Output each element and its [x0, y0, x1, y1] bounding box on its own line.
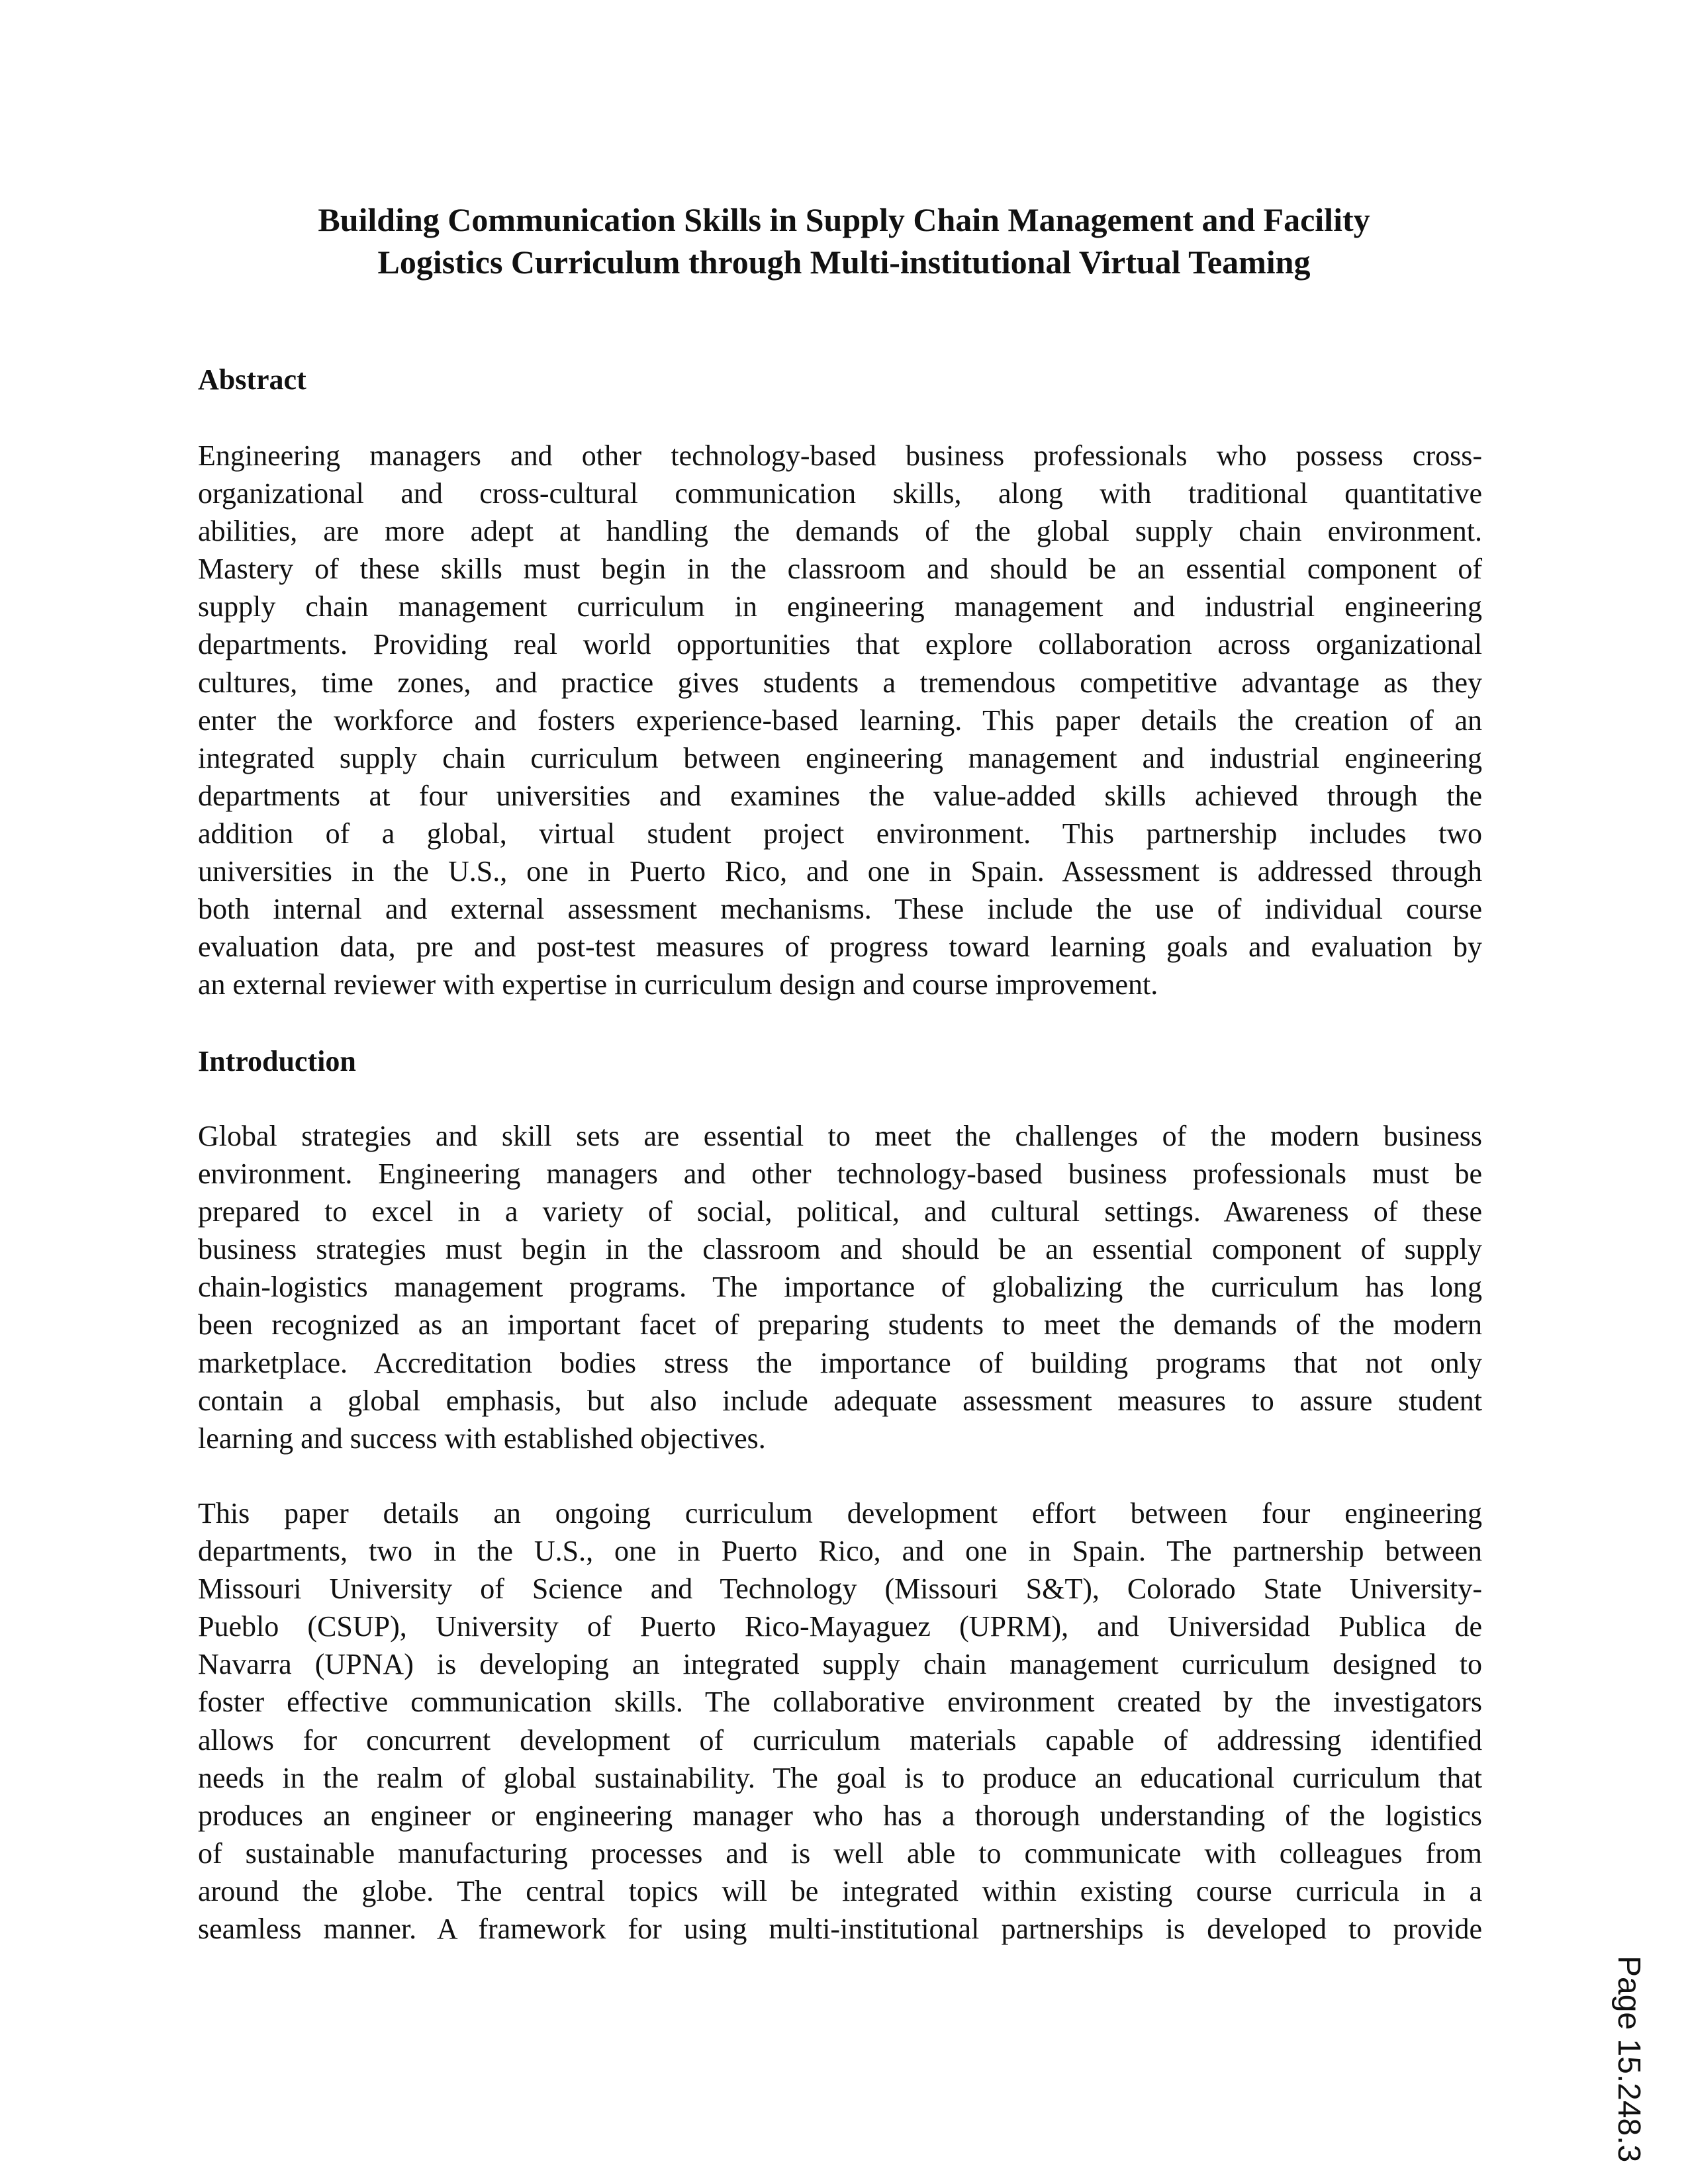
text-line: Navarra (UPNA) is developing an integrated supply chain management curriculum designed to — [198, 1648, 1482, 1681]
text-line: contain a global emphasis, but also include adequate assessment measures to assure student — [198, 1384, 1482, 1417]
text-line: Missouri University of Science and Technology (Missouri S&T), Colorado State University- — [198, 1572, 1482, 1606]
text-line: business strategies must begin in the classroom and should be an essential component of supply — [198, 1233, 1482, 1266]
paper-title-line: Logistics Curriculum through Multi-institutional Virtual Teaming — [377, 244, 1311, 281]
text-line: around the globe. The central topics will be integrated within existing course curricula in a — [198, 1874, 1482, 1907]
text-line: foster effective communication skills. The collaborative environment created by the investigators — [198, 1686, 1482, 1719]
abstract-heading: Abstract — [198, 363, 306, 396]
paper-title — [199, 199, 1489, 283]
text-line: abilities, are more adept at handling the demands of the global supply chain environment. — [198, 515, 1482, 548]
text-line: seamless manner. A framework for using multi-institutional partnerships is developed to provide — [198, 1913, 1482, 1946]
text-line: environment. Engineering managers and other technology-based business professionals must be — [198, 1158, 1482, 1191]
text-line: organizational and cross-cultural communication skills, along with traditional quantitative — [198, 477, 1482, 510]
text-line: Pueblo (CSUP), University of Puerto Rico-Mayaguez (UPRM), and Universidad Publica de — [198, 1610, 1482, 1643]
text-line: chain-logistics management programs. The importance of globalizing the curriculum has long — [198, 1271, 1482, 1304]
introduction-paragraph-2 — [198, 1494, 1482, 1948]
text-line: universities in the U.S., one in Puerto Rico, and one in Spain. Assessment is addressed through — [198, 855, 1482, 888]
abstract-paragraph — [198, 437, 1482, 1003]
text-line: departments. Providing real world opportunities that explore collaboration across organizational — [198, 628, 1482, 661]
text-line: enter the workforce and fosters experience-based learning. This paper details the creation of an — [198, 704, 1482, 737]
text-line: supply chain management curriculum in engineering management and industrial engineering — [198, 590, 1482, 623]
text-line: learning and success with established objectives. — [198, 1422, 766, 1455]
text-line: evaluation data, pre and post-test measures of progress toward learning goals and evaluation by — [198, 931, 1482, 964]
text-line: of sustainable manufacturing processes and is well able to communicate with colleagues from — [198, 1837, 1482, 1870]
introduction-heading: Introduction — [198, 1045, 356, 1077]
text-line: been recognized as an important facet of preparing students to meet the demands of the modern — [198, 1308, 1482, 1342]
text-line: produces an engineer or engineering manager who has a thorough understanding of the logistics — [198, 1799, 1482, 1832]
text-line: departments at four universities and examines the value-added skills achieved through the — [198, 779, 1482, 812]
text-line: integrated supply chain curriculum between engineering management and industrial engineering — [198, 741, 1482, 774]
paper-title-line: Building Communication Skills in Supply Chain Management and Facility — [318, 201, 1370, 238]
text-line: Mastery of these skills must begin in the classroom and should be an essential component of — [198, 553, 1482, 586]
text-line: Engineering managers and other technology-based business professionals who possess cross- — [198, 439, 1482, 472]
text-line: prepared to excel in a variety of social, political, and cultural settings. Awareness of these — [198, 1195, 1482, 1228]
text-line: addition of a global, virtual student project environment. This partnership includes two — [198, 817, 1482, 850]
text-line: an external reviewer with expertise in curriculum design and course improvement. — [198, 968, 1158, 1001]
text-line: This paper details an ongoing curriculum development effort between four engineering — [198, 1497, 1482, 1529]
text-line: allows for concurrent development of curriculum materials capable of addressing identified — [198, 1723, 1482, 1756]
introduction-paragraph-1 — [198, 1117, 1482, 1457]
text-line: marketplace. Accreditation bodies stress the importance of building programs that not only — [198, 1346, 1482, 1379]
text-line: needs in the realm of global sustainability. The goal is to produce an educational curriculum that — [198, 1761, 1482, 1794]
text-line: cultures, time zones, and practice gives students a tremendous competitive advantage as they — [198, 666, 1482, 699]
text-line: both internal and external assessment mechanisms. These include the use of individual course — [198, 893, 1482, 926]
text-line: departments, two in the U.S., one in Puerto Rico, and one in Spain. The partnership between — [198, 1535, 1482, 1568]
page-number: Page 15.248.3 — [1611, 1956, 1646, 2163]
text-line: Global strategies and skill sets are essential to meet the challenges of the modern business — [198, 1120, 1482, 1152]
